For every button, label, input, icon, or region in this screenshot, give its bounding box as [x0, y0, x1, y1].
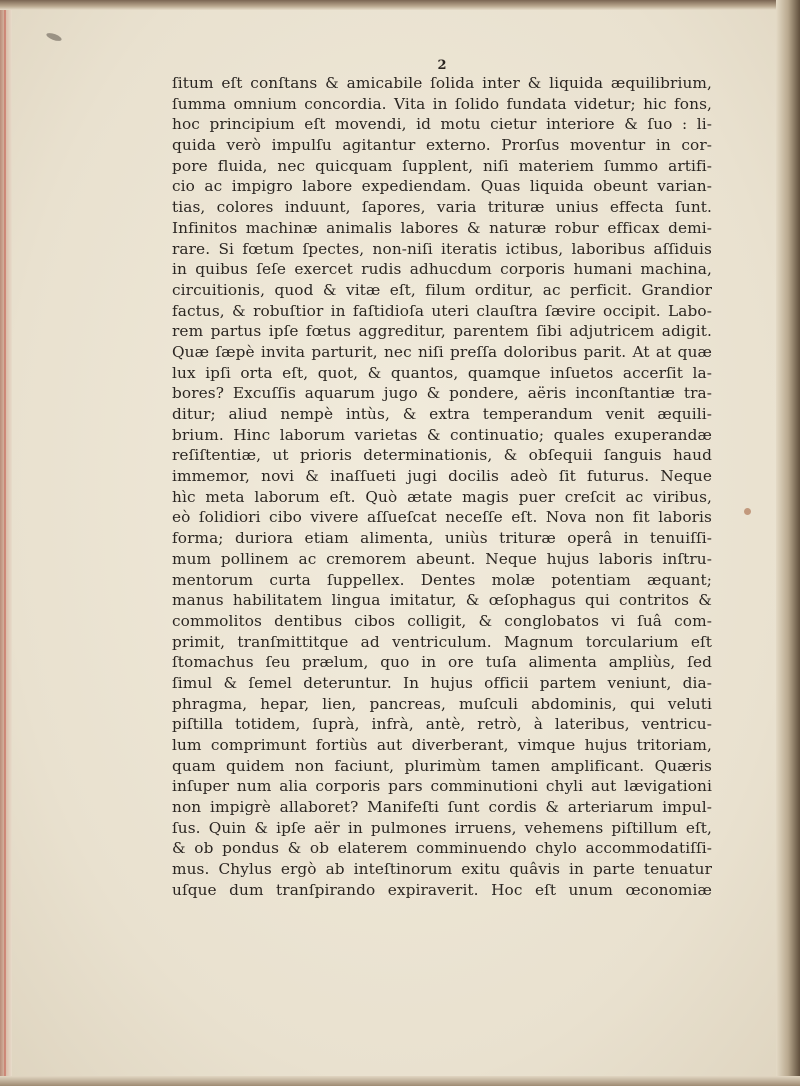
text-line: uſque dum tranſpirando expiraverit. Hoc eſt unum œconomiæ [172, 880, 712, 899]
text-line: Infinitos machinæ animalis labores & naturæ robur efficax demi- [172, 218, 712, 237]
text-line: immemor, novi & inaſſueti jugi docilis adeò ſit futurus. Neque [172, 467, 712, 486]
text-line: bores? Excuſſis aquarum jugo & pondere, aëris inconſtantiæ tra- [172, 384, 712, 403]
text-line: ſitum eſt conſtans & amicabile ſolida inter & liquida æquilibrium, [172, 74, 712, 92]
text-line: commolitos dentibus cibos colligit, & conglobatos vi ſuâ com- [172, 611, 712, 630]
text-line: pore fluida, nec quicquam ſupplent, niſi materiem ſummo artifi- [172, 156, 712, 175]
text-line: inſuper num alia corporis pars comminutioni chyli aut lævigationi [172, 777, 712, 796]
ink-smudge [45, 31, 62, 42]
text-line: quida verò impulſu agitantur externo. Prorſus moventur in cor- [172, 136, 712, 155]
page-number: 2 [437, 58, 447, 73]
text-line: mus. Chylus ergò ab inteſtinorum exitu quâvis in parte tenuatur [172, 860, 712, 879]
text-line: hoc principium eſt movendi, id motu cietur interiore & ſuo : li- [172, 115, 712, 134]
text-line: mum pollinem ac cremorem abeunt. Neque hujus laboris inſtru- [172, 549, 712, 568]
foxing-spot [744, 508, 751, 515]
text-line: mentorum curta ſuppellex. Dentes molæ potentiam æquant; [172, 570, 712, 589]
text-line: lum comprimunt fortiùs aut diverberant, vimque hujus tritoriam, [172, 736, 712, 754]
text-line: rem partus ipſe fœtus aggreditur, parentem ſibi adjutricem adigit. [172, 322, 712, 341]
text-line: primit, tranſmittitque ad ventriculum. Magnum torcularium eſt [172, 632, 712, 651]
page-top-edge [0, 0, 800, 10]
text-line: brium. Hinc laborum varietas & continuatio; quales exuperandæ [172, 425, 712, 444]
text-line: lux ipſi orta eſt, quot, & quantos, quamque inſuetos accerſit la- [172, 363, 712, 382]
text-line: ſus. Quin & ipſe aër in pulmones irruens, vehemens piſtillum eſt, [172, 818, 712, 837]
text-line: tias, colores induunt, ſapores, varia trituræ unius effecta ſunt. [172, 198, 712, 217]
text-line: ſumma omnium concordia. Vita in ſolido fundata videtur; hic fons, [172, 94, 712, 113]
text-line: non impigrè allaboret? Manifeſti ſunt cordis & arteriarum impul- [172, 798, 712, 817]
page-gutter [0, 0, 12, 1086]
text-line: quam quidem non faciunt, plurimùm tamen amplificant. Quæris [172, 756, 712, 775]
text-line: Quæ ſæpè invita parturit, nec niſi preſſa doloribus parit. At at quæ [172, 342, 712, 361]
text-line: ſimul & ſemel deteruntur. In hujus officii partem veniunt, dia- [172, 673, 712, 692]
text-line: phragma, hepar, lien, pancreas, muſculi abdominis, qui veluti [172, 694, 712, 713]
text-line: cio ac impigro labore expediendam. Quas liquida obeunt varian- [172, 177, 712, 196]
text-line: circuitionis, quod & vitæ eſt, filum orditur, ac perficit. Grandior [172, 280, 712, 299]
text-line: ſtomachus ſeu prælum, quo in ore tuſa alimenta ampliùs, ſed [172, 653, 712, 672]
text-line: forma; duriora etiam alimenta, uniùs trituræ operâ in tenuiſſi- [172, 529, 712, 548]
text-line: & ob pondus & ob elaterem comminuendo chylo accommodatiſſi- [172, 839, 712, 858]
text-line: rare. Si fœtum ſpectes, non-niſi iteratis ictibus, laboribus aſſiduis [172, 239, 712, 258]
page-bottom-edge [0, 1076, 800, 1086]
text-line: factus, & robuſtior in faſtidioſa uteri clauſtra ſævire occipit. Labo- [172, 301, 712, 320]
body-text [172, 73, 712, 901]
page-right-edge [776, 0, 800, 1086]
text-line: reſiſtentiæ, ut prioris determinationis, & obſequii ſanguis haud [172, 446, 712, 465]
text-line: manus habilitatem lingua imitatur, & œſophagus qui contritos & [172, 591, 712, 610]
text-line: piſtilla totidem, ſuprà, infrà, antè, retrò, à lateribus, ventricu- [172, 715, 712, 734]
text-line: eò ſolidiori cibo vivere aſſueſcat neceſſe eſt. Nova non fit laboris [172, 508, 712, 527]
text-line: ditur; aliud nempè intùs, & extra temperandum venit æquili- [172, 405, 712, 423]
text-line: in quibus ſeſe exercet rudis adhucdum corporis humani machina, [172, 260, 712, 279]
text-line: hìc meta laborum eſt. Quò ætate magis puer creſcit ac viribus, [172, 487, 712, 506]
